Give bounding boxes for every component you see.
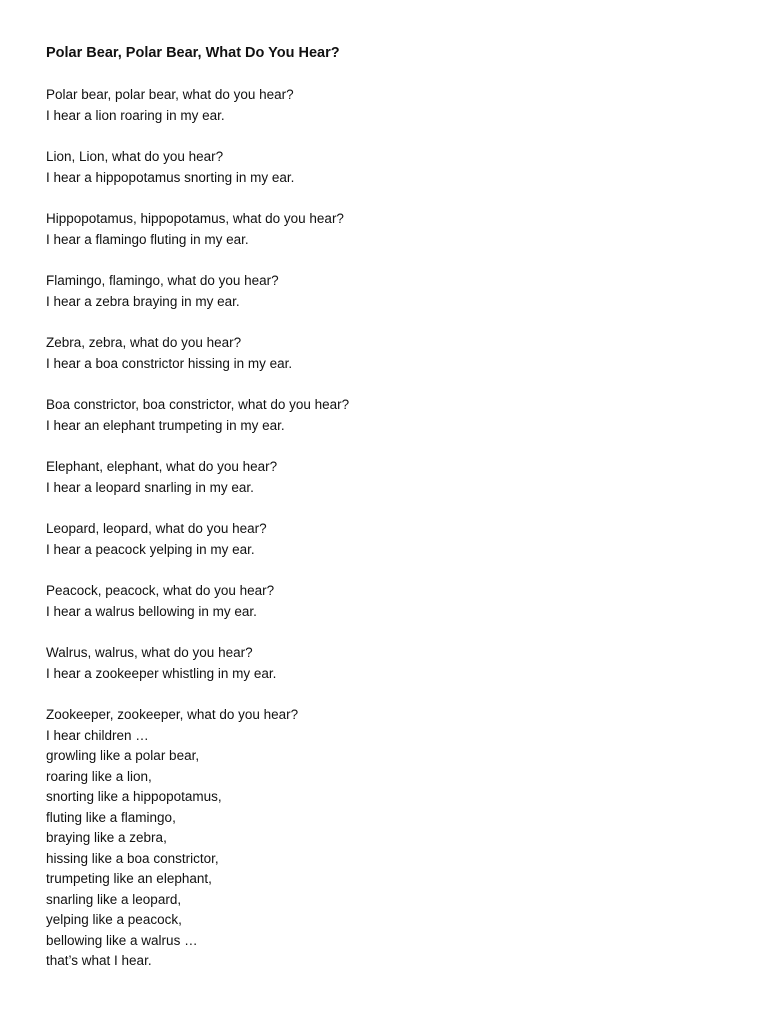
stanza-line: bellowing like a walrus … — [46, 932, 198, 948]
stanza-line: fluting like a flamingo, — [46, 809, 176, 825]
stanza-line: Leopard, leopard, what do you hear? — [46, 521, 267, 536]
stanza-line: snorting like a hippopotamus, — [46, 789, 222, 804]
stanza-line: roaring like a lion, — [46, 768, 152, 784]
stanza-line: growling like a polar bear, — [46, 748, 200, 763]
stanza-line: Walrus, walrus, what do you hear? — [46, 645, 253, 660]
stanza-10 — [46, 643, 726, 684]
stanza-11 — [46, 705, 726, 972]
stanza-line: I hear a zebra braying in my ear. — [46, 293, 240, 309]
stanza-line: Boa constrictor, boa constrictor, what do you hear? — [46, 397, 350, 412]
stanza-line: Polar bear, polar bear, what do you hear? — [46, 87, 294, 102]
stanza-line: hissing like a boa constrictor, — [46, 850, 219, 866]
stanza-5 — [46, 333, 726, 374]
stanza-4 — [46, 271, 726, 312]
stanza-line: I hear a flamingo fluting in my ear. — [46, 231, 249, 247]
stanza-9 — [46, 581, 726, 622]
stanza-line: Flamingo, flamingo, what do you hear? — [46, 273, 279, 288]
stanza-line: I hear a zookeeper whistling in my ear. — [46, 665, 277, 681]
stanza-6 — [46, 395, 726, 436]
stanza-2 — [46, 147, 726, 188]
stanza-line: Hippopotamus, hippopotamus, what do you hear? — [46, 211, 344, 226]
stanza-1 — [46, 85, 726, 126]
stanza-line: I hear children … — [46, 727, 149, 743]
page-title: Polar Bear, Polar Bear, What Do You Hear? — [46, 45, 340, 61]
document-page — [46, 43, 726, 993]
stanza-line: snarling like a leopard, — [46, 891, 182, 907]
stanza-line: Peacock, peacock, what do you hear? — [46, 583, 275, 598]
stanza-line: I hear a lion roaring in my ear. — [46, 107, 225, 123]
stanza-line: that’s what I hear. — [46, 953, 152, 968]
stanza-line: I hear a boa constrictor hissing in my ear. — [46, 355, 293, 371]
stanza-line: I hear a leopard snarling in my ear. — [46, 479, 254, 495]
stanza-7 — [46, 457, 726, 498]
stanza-line: yelping like a peacock, — [46, 912, 182, 927]
stanza-8 — [46, 519, 726, 560]
stanza-line: trumpeting like an elephant, — [46, 871, 212, 886]
stanza-line: I hear a hippopotamus snorting in my ear. — [46, 169, 295, 185]
stanza-line: I hear a walrus bellowing in my ear. — [46, 603, 257, 619]
stanza-line: Lion, Lion, what do you hear? — [46, 149, 224, 164]
stanza-line: I hear an elephant trumpeting in my ear. — [46, 417, 285, 433]
stanza-line: I hear a peacock yelping in my ear. — [46, 541, 255, 557]
stanza-line: Zebra, zebra, what do you hear? — [46, 335, 242, 350]
stanza-line: Zookeeper, zookeeper, what do you hear? — [46, 707, 299, 722]
stanza-line: braying like a zebra, — [46, 830, 167, 845]
stanza-3 — [46, 209, 726, 250]
stanza-line: Elephant, elephant, what do you hear? — [46, 459, 278, 474]
